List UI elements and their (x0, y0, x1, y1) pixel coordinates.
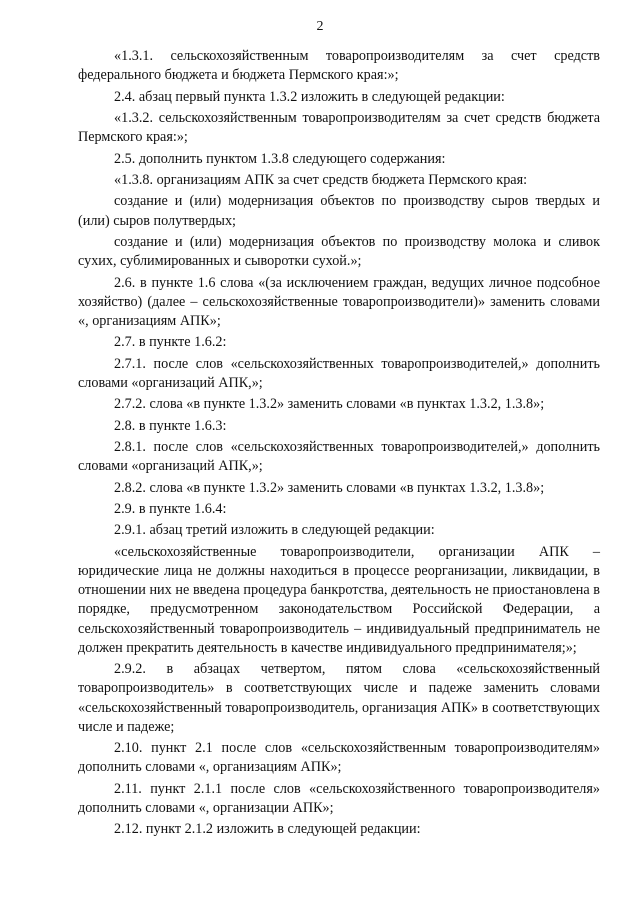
paragraph-milk-facilities: создание и (или) модернизация объектов по производству молока и сливок сухих, сублимированных и сыворотки сухой.»; (78, 233, 600, 270)
paragraph-2-10: 2.10. пункт 2.1 после слов «сельскохозяйственным товаропроизводителям» дополнить словами «, организациям АПК»; (78, 740, 600, 776)
paragraph-2-8-1: 2.8.1. после слов «сельскохозяйственных товаропроизводителей,» дополнить словами «организаций АПК,»; (78, 439, 600, 475)
paragraph-2-9-1: 2.9.1. абзац третий изложить в следующей редакции: (114, 522, 435, 539)
paragraph-2-9: 2.9. в пункте 1.6.4: (114, 501, 227, 518)
paragraph-2-7: 2.7. в пункте 1.6.2: (114, 334, 227, 351)
paragraph-1-3-1-quote: «1.3.1. сельскохозяйственным товаропроизводителям за счет средств федерального бюджета и бюджета Пермского края:»; (78, 48, 600, 84)
paragraph-2-7-2: 2.7.2. слова «в пункте 1.3.2» заменить словами «в пунктах 1.3.2, 1.3.8»; (114, 396, 545, 413)
paragraph-cheese-facilities: создание и (или) модернизация объектов по производству сыров твердых и (или) сыров полутвердых; (78, 193, 600, 229)
paragraph-2-5: 2.5. дополнить пунктом 1.3.8 следующего содержания: (114, 150, 446, 167)
paragraph-2-9-2: 2.9.2. в абзацах четвертом, пятом слова «сельскохозяйственный товаропроизводитель» в соответствующих числе и падеже заменить словами «сельскохозяйственный товаропроизводитель, организация АПК» в соответствующих числе и падеже; (78, 661, 600, 735)
paragraph-1-3-8-quote: «1.3.8. организациям АПК за счет средств бюджета Пермского края: (114, 171, 528, 188)
paragraph-2-6: 2.6. в пункте 1.6 слова «(за исключением граждан, ведущих личное подсобное хозяйство) (далее – сельскохозяйственные товаропроизводители)» заменить словами «, организациям АПК»; (78, 274, 600, 329)
page-number: 2 (316, 19, 324, 34)
paragraph-2-11: 2.11. пункт 2.1.1 после слов «сельскохозяйственного товаропроизводителя» дополнить словами «, организации АПК»; (78, 780, 600, 817)
document-body (78, 47, 600, 842)
paragraph-2-8: 2.8. в пункте 1.6.3: (114, 417, 227, 434)
paragraph-producers-requirements: «сельскохозяйственные товаропроизводители, организации АПК – юридические лица не должны находиться в процессе реорганизации, ликвидации, в отношении них не введена процедура банкротства, деятельность не приостановлена в порядке, предусмотренном законодательством Российской Федерации, а сельскохозяйственный товаропроизводитель – индивидуальный предприниматель не должен прекратить деятельность в качестве индивидуального предпринимателя;»; (78, 543, 600, 656)
paragraph-2-8-2: 2.8.2. слова «в пункте 1.3.2» заменить словами «в пунктах 1.3.2, 1.3.8»; (114, 479, 545, 496)
paragraph-1-3-2-quote: «1.3.2. сельскохозяйственным товаропроизводителям за счет средств бюджета Пермского края:»; (78, 109, 600, 146)
paragraph-2-12: 2.12. пункт 2.1.2 изложить в следующей редакции: (114, 821, 421, 838)
paragraph-2-4: 2.4. абзац первый пункта 1.3.2 изложить в следующей редакции: (114, 88, 505, 105)
paragraph-2-7-1: 2.7.1. после слов «сельскохозяйственных товаропроизводителей,» дополнить словами «организаций АПК,»; (78, 355, 600, 391)
